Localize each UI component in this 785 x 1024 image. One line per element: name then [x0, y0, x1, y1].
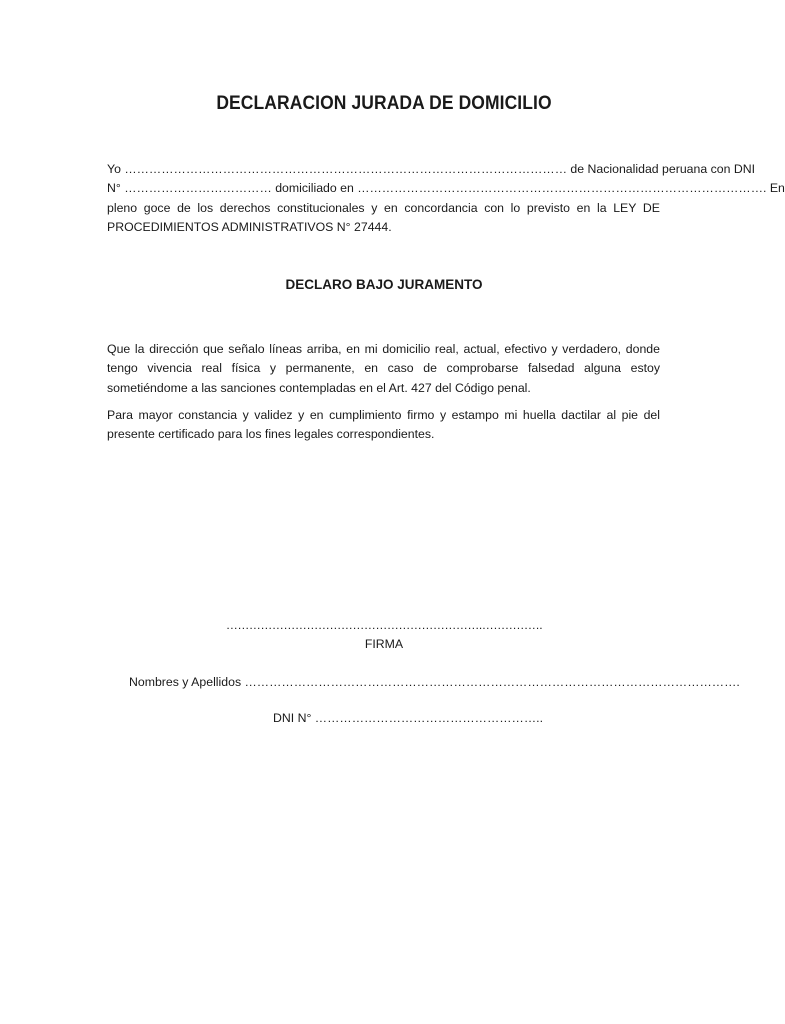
signature-line: ………………………………………………………….…………….: [225, 618, 543, 632]
intro-line: Yo ……………………………………………………………………………………………… de Nacionalidad peruana con DNI: [107, 162, 756, 176]
intro-line: pleno goce de los derechos constitucionales y en concordancia con lo previsto en la LEY DE: [107, 200, 660, 215]
document-title: DECLARACION JURADA DE DOMICILIO: [216, 93, 552, 114]
declaration-paragraph: [107, 340, 660, 398]
closing-line: Para mayor constancia y validez y en cumplimiento firmo y estampo mi huella dactilar al pie del: [107, 408, 660, 422]
intro-paragraph: [107, 160, 785, 238]
intro-line: N° ……………………………… domiciliado en ………………………………………………………………………………………. En: [107, 181, 785, 196]
declaration-line: Que la dirección que señalo líneas arriba, en mi domicilio real, actual, efectivo y verdadero, donde: [107, 342, 660, 356]
signature-label: FIRMA: [364, 637, 404, 651]
intro-line: PROCEDIMIENTOS ADMINISTRATIVOS N° 27444.: [107, 220, 392, 235]
closing-paragraph: [107, 406, 660, 445]
closing-line: presente certificado para los fines legales correspondientes.: [107, 427, 435, 442]
declaration-line: sometiéndome a las sanciones contempladas en el Art. 427 del Código penal.: [107, 380, 531, 395]
dni-field: DNI N° ………………………………………………..: [273, 711, 543, 725]
section-subtitle: DECLARO BAJO JURAMENTO: [285, 277, 483, 292]
names-field: Nombres y Apellidos ………………………………………………………………………………………………………….: [129, 675, 740, 689]
declaration-line: tengo vivencia real física y permanente, en caso de comprobarse falsedad alguna estoy: [107, 361, 660, 376]
